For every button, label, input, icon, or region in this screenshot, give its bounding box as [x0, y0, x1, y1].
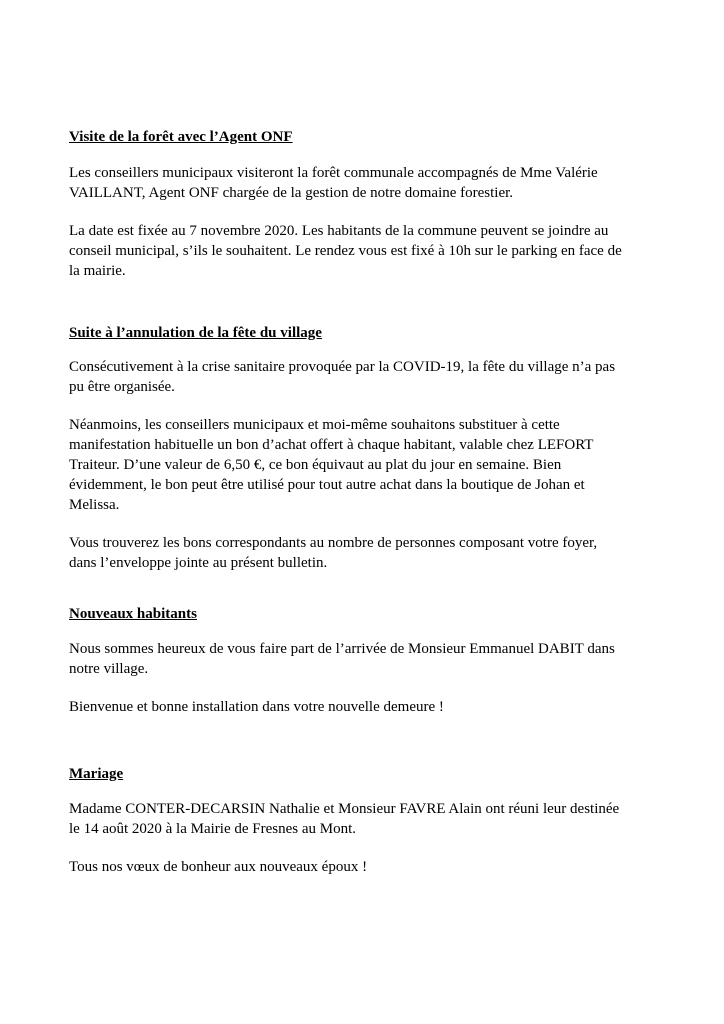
text-line: Consécutivement à la crise sanitaire provoquée par la COVID-19, la fête du village n’a pas	[69, 359, 616, 375]
section-nouveaux-habitants	[69, 605, 669, 717]
text-line: évidemment, le bon peut être utilisé pour tout autre achat dans la boutique de Johan et	[69, 477, 585, 493]
paragraph	[69, 857, 669, 877]
text-line: La date est fixée au 7 novembre 2020. Les habitants de la commune peuvent se joindre au	[69, 223, 609, 239]
paragraph	[69, 799, 669, 839]
text-line: Melissa.	[69, 497, 120, 513]
section-visite-foret	[69, 128, 669, 281]
text-line: Nous sommes heureux de vous faire part de l’arrivée de Monsieur Emmanuel DABIT dans	[69, 641, 615, 657]
paragraph	[69, 697, 669, 717]
text-line: pu être organisée.	[69, 379, 175, 395]
text-line: Tous nos vœux de bonheur aux nouveaux époux !	[69, 859, 368, 875]
text-line: Bienvenue et bonne installation dans votre nouvelle demeure !	[69, 699, 444, 715]
text-line: la mairie.	[69, 263, 126, 279]
text-line: VAILLANT, Agent ONF chargée de la gestion de notre domaine forestier.	[69, 185, 514, 201]
section-heading: Mariage	[69, 766, 124, 782]
text-line: notre village.	[69, 661, 149, 677]
section-mariage	[69, 765, 669, 877]
text-line: Madame CONTER-DECARSIN Nathalie et Monsieur FAVRE Alain ont réuni leur destinée	[69, 801, 620, 817]
section-heading: Suite à l’annulation de la fête du village	[69, 325, 322, 341]
text-line: manifestation habituelle un bon d’achat offert à chaque habitant, valable chez LEFORT	[69, 437, 594, 453]
text-line: conseil municipal, s’ils le souhaitent. Le rendez vous est fixé à 10h sur le parking en face de	[69, 243, 622, 259]
section-fete-village	[69, 324, 669, 573]
text-line: Traiteur. D’une valeur de 6,50 €, ce bon équivaut au plat du jour en semaine. Bien	[69, 457, 562, 473]
text-line: le 14 août 2020 à la Mairie de Fresnes au Mont.	[69, 821, 357, 837]
text-line: dans l’enveloppe jointe au présent bulletin.	[69, 555, 328, 571]
text-line: Néanmoins, les conseillers municipaux et moi-même souhaitons substituer à cette	[69, 417, 560, 433]
paragraph	[69, 221, 669, 281]
section-heading: Visite de la forêt avec l’Agent ONF	[69, 129, 293, 145]
paragraph	[69, 533, 669, 573]
text-line: Les conseillers municipaux visiteront la forêt communale accompagnés de Mme Valérie	[69, 165, 598, 181]
paragraph	[69, 639, 669, 679]
paragraph	[69, 163, 669, 203]
section-heading: Nouveaux habitants	[69, 606, 197, 622]
text-line: Vous trouverez les bons correspondants au nombre de personnes composant votre foyer,	[69, 535, 598, 551]
paragraph	[69, 357, 669, 397]
paragraph	[69, 415, 669, 515]
